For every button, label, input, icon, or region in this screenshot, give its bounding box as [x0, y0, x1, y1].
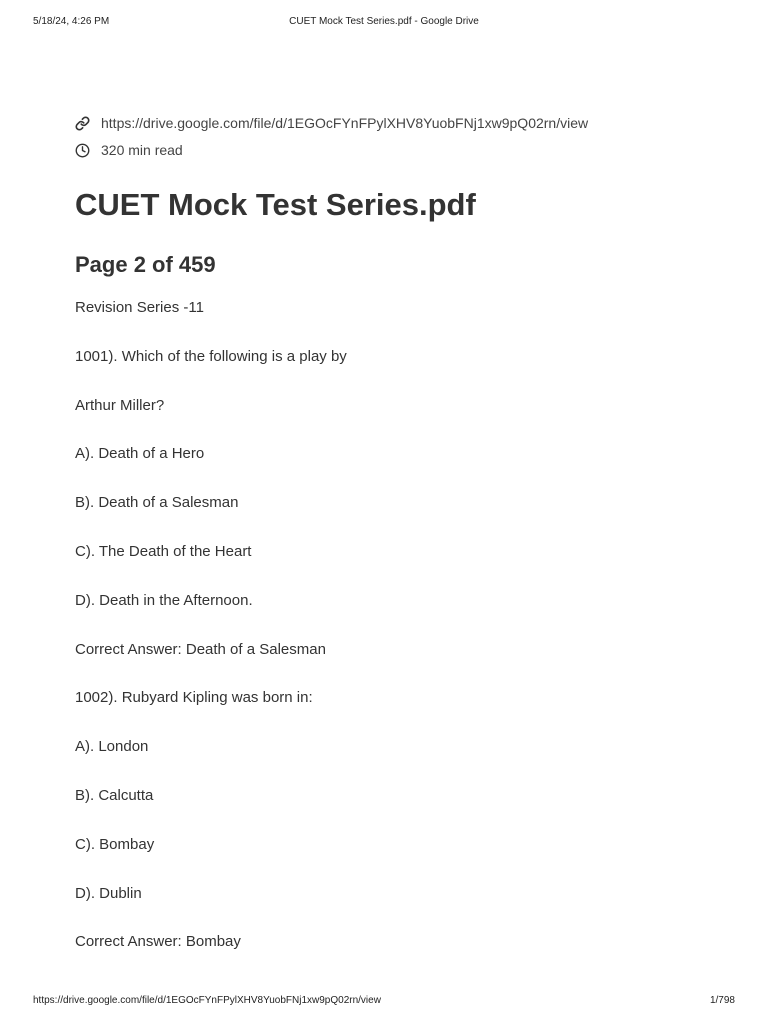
answer-option: A). London	[75, 738, 149, 756]
source-url-link[interactable]: https://drive.google.com/file/d/1EGOcFYnFPylXHV8YuobFNj1xw9pQ02rn/view	[101, 115, 589, 131]
source-link-row	[75, 114, 715, 132]
clock-icon	[75, 143, 90, 158]
answer-option: B). Death of a Salesman	[75, 494, 239, 512]
document-body	[75, 299, 715, 951]
answer-option: C). Bombay	[75, 835, 155, 853]
correct-answer: Correct Answer: Death of a Salesman	[75, 640, 326, 658]
print-page-title: CUET Mock Test Series.pdf - Google Drive	[289, 16, 479, 27]
read-time-row	[75, 141, 715, 159]
answer-option: A). Death of a Hero	[75, 445, 205, 463]
print-page-number: 1/798	[709, 995, 735, 1006]
link-icon	[75, 116, 90, 131]
read-time: 320 min read	[101, 142, 183, 158]
answer-option: B). Calcutta	[75, 786, 154, 804]
page-heading: Page 2 of 459	[75, 252, 216, 277]
print-datetime: 5/18/24, 4:26 PM	[33, 16, 110, 27]
body-line: Revision Series -11	[75, 299, 204, 316]
print-footer	[33, 995, 735, 1009]
question-text: 1002). Rubyard Kipling was born in:	[75, 689, 313, 707]
document-content	[75, 114, 715, 982]
answer-option: D). Death in the Afternoon.	[75, 591, 253, 609]
document-title: CUET Mock Test Series.pdf	[75, 187, 476, 222]
answer-option: C). The Death of the Heart	[75, 542, 252, 560]
answer-option: D). Dublin	[75, 884, 142, 902]
correct-answer: Correct Answer: Bombay	[75, 933, 241, 951]
print-header	[33, 16, 735, 30]
print-footer-url: https://drive.google.com/file/d/1EGOcFYnFPylXHV8YuobFNj1xw9pQ02rn/view	[33, 995, 381, 1006]
question-text: Arthur Miller?	[75, 396, 165, 414]
question-text: 1001). Which of the following is a play by	[75, 347, 347, 365]
